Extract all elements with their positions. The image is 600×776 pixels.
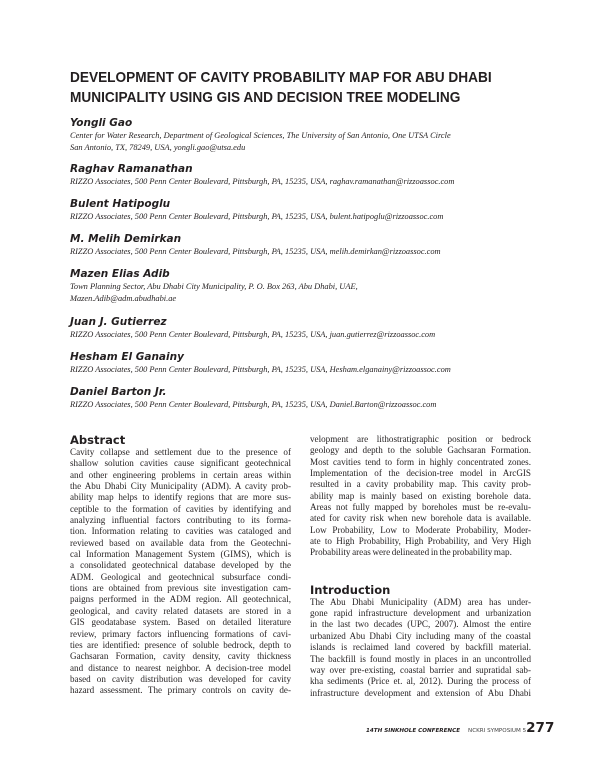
author-name: Daniel Barton Jr. <box>70 386 167 398</box>
text-line: GIS geodatabase system. Based on detailed literature <box>70 617 291 628</box>
introduction-text <box>310 597 531 699</box>
author-entry <box>70 197 540 223</box>
author-name: M. Melih Demirkan <box>70 233 182 245</box>
text-line: ability map is mainly based on existing borehole data. <box>310 490 531 501</box>
text-line: Low Probability, Low to Moderate Probability, Moder- <box>310 524 531 535</box>
author-name: Mazen Elias Adib <box>70 268 170 280</box>
text-line: hazard assessment. The primary controls on cavity de- <box>70 685 291 696</box>
text-line: cal Information Management System (GIMS), which is <box>70 549 291 560</box>
text-line: The Abu Dhabi Municipality (ADM) area has under- <box>310 596 531 607</box>
author-entry <box>70 385 540 411</box>
abstract-text <box>70 447 291 697</box>
text-line: based on cavity distribution was developed for cavity <box>70 673 291 684</box>
abstract-text-continued <box>310 434 531 559</box>
text-line: Most cavities tend to form in highly concentrated zones. <box>310 456 531 467</box>
author-affiliation: RIZZO Associates, 500 Penn Center Boulevard, Pittsburgh, PA, 15235, USA, Hesham.elganainy@rizzoassoc.com <box>70 365 451 374</box>
author-affiliation: RIZZO Associates, 500 Penn Center Boulevard, Pittsburgh, PA, 15235, USA, melih.demirkan@rizzoassoc.com <box>70 247 441 256</box>
author-entry <box>70 116 540 154</box>
introduction-heading: Introduction <box>310 582 391 597</box>
author-entry <box>70 232 540 258</box>
author-affiliation: RIZZO Associates, 500 Penn Center Boulevard, Pittsburgh, PA, 15235, USA, juan.gutierrez@rizzoassoc.com <box>70 330 436 339</box>
paper-title <box>70 68 540 108</box>
text-line: analyzing influential factors contributing to its forma- <box>70 515 291 526</box>
text-line: gone rapid infrastructure development and urbanization <box>310 608 531 619</box>
author-entry <box>70 162 540 188</box>
text-line: ceptible to the formation of cavities by identifying and <box>70 503 291 514</box>
footer-conference: 14TH SINKHOLE CONFERENCE <box>366 728 461 734</box>
text-line: shallow solution cavities cause significant geotechnical <box>70 458 291 469</box>
abstract-heading: Abstract <box>70 433 126 447</box>
author-name: Bulent Hatipoglu <box>70 198 171 210</box>
author-name: Yongli Gao <box>70 117 133 129</box>
text-line: infrastructure development and extension of Abu Dhabi <box>310 687 531 698</box>
text-line: reviewed based on available data from the Geotechni- <box>70 537 291 548</box>
text-line: kha sediments (Price et. al, 2012). During the process of <box>310 676 531 687</box>
text-line: in the last two decades (UPC, 2007). Almost the entire <box>310 619 531 630</box>
author-affiliation: Center for Water Research, Department of Geological Sciences, The University of San Antonio, One UTSA Circle <box>70 131 451 140</box>
text-line: and other engineering problems in certain areas within <box>70 469 291 480</box>
text-line: velopment are lithostratigraphic position or bedrock <box>310 434 531 444</box>
title-line: MUNICIPALITY USING GIS AND DECISION TREE MODELING <box>70 89 461 106</box>
text-line: The backfill is found mostly in places in an uncontrolled <box>310 653 531 664</box>
author-name: Raghav Ramanathan <box>70 163 193 175</box>
title-line: DEVELOPMENT OF CAVITY PROBABILITY MAP FOR ABU DHABI <box>70 69 492 86</box>
text-line: and distance to nearest neighbor. A decision-tree model <box>70 662 291 673</box>
text-line: ADM. Geological and geotechnical subsurface condi- <box>70 571 291 582</box>
author-affiliation: RIZZO Associates, 500 Penn Center Boulevard, Pittsburgh, PA, 15235, USA, bulent.hatipoglu@rizzoassoc.com <box>70 212 444 221</box>
author-entry <box>70 315 540 341</box>
text-line: Areas not fully mapped by boreholes must be re-evalu- <box>310 502 531 513</box>
text-line: ate to High Probability, High Probability, and Very High <box>310 536 531 547</box>
text-line: paigns performed in the ADM region. All geotechnical, <box>70 594 291 605</box>
text-line: urbanized Abu Dhabi City including many of the coastal <box>310 630 531 641</box>
text-line: way over pre-existing, coastal barrier and supratidal sab- <box>310 664 531 675</box>
text-line: tions are obtained from previous site investigation cam- <box>70 583 291 594</box>
footer-symposium: NCKRI SYMPOSIUM 5 <box>468 728 527 734</box>
author-entry <box>70 350 540 376</box>
text-line: ated for cavity risk when new borehole data is available. <box>310 513 531 524</box>
text-line: a consolidated geotechnical database developed by the <box>70 560 291 571</box>
author-name: Hesham El Ganainy <box>70 351 184 363</box>
text-line: ability map helps to identify regions that are more sus- <box>70 492 291 503</box>
page-number: 277 <box>526 720 555 736</box>
left-column <box>70 433 291 697</box>
author-name: Juan J. Gutierrez <box>70 316 167 328</box>
right-column <box>310 434 531 699</box>
text-line: Implementation of the decision-tree model in ArcGIS <box>310 468 531 479</box>
text-line: review, primary factors influencing formations of cavi- <box>70 628 291 639</box>
text-line: geological, and cavity related datasets are stored in a <box>70 605 291 616</box>
author-affiliation: RIZZO Associates, 500 Penn Center Boulevard, Pittsburgh, PA, 15235, USA, Daniel.Barton@rizzoassoc.com <box>70 400 437 409</box>
text-line: ties are identified: presence of soluble bedrock, depth to <box>70 639 291 650</box>
text-line: tion. Information relating to cavities was cataloged and <box>70 526 291 537</box>
page-footer <box>366 720 555 736</box>
text-line: Gachsaran Formation, cavity density, cavity thickness <box>70 651 291 662</box>
text-line: the Abu Dhabi City Municipality (ADM). A cavity prob- <box>70 481 291 492</box>
text-line: Probability areas were delineated in the probability map. <box>310 547 512 558</box>
text-line: Cavity collapse and settlement due to the presence of <box>70 447 291 457</box>
author-affiliation: Town Planning Sector, Abu Dhabi City Municipality, P. O. Box 263, Abu Dhabi, UAE, <box>70 282 358 291</box>
text-line: geology and depth to the soluble Gachsaran Formation. <box>310 445 531 456</box>
author-entry <box>70 267 540 305</box>
text-line: resulted in a cavity probability map. This cavity prob- <box>310 479 531 490</box>
text-line: islands is reclaimed land covered by backfill material. <box>310 642 531 653</box>
author-affiliation: San Antonio, TX, 78249, USA, yongli.gao@utsa.edu <box>70 143 246 152</box>
author-affiliation: RIZZO Associates, 500 Penn Center Boulevard, Pittsburgh, PA, 15235, USA, raghav.ramanathan@rizzoassoc.com <box>70 177 455 186</box>
author-affiliation: Mazen.Adib@adm.abudhabi.ae <box>70 294 177 303</box>
